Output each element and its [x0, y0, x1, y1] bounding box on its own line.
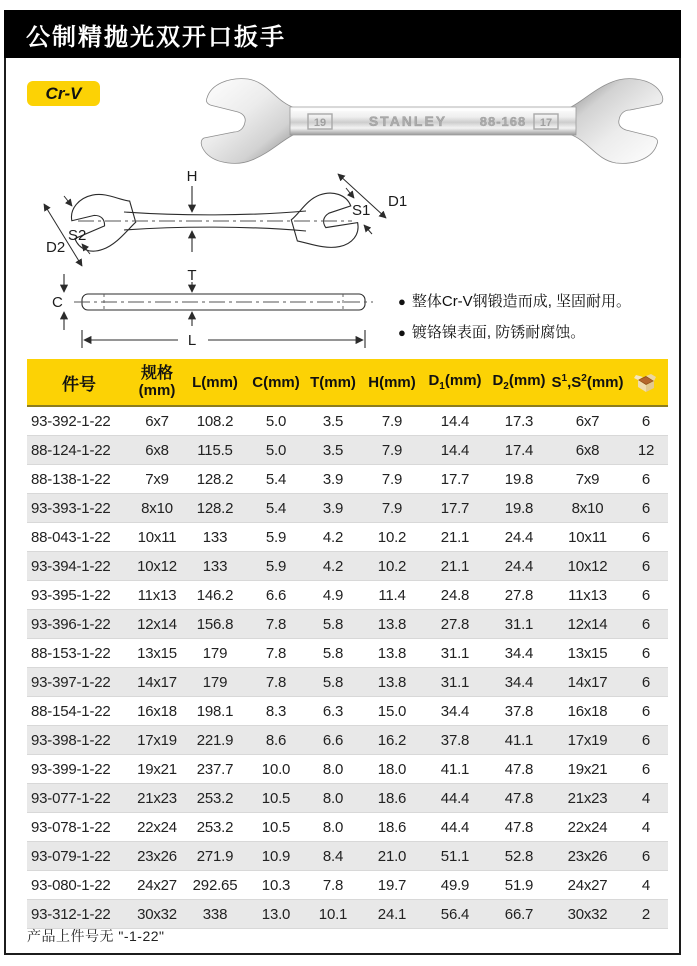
cell-qty: 6: [624, 726, 668, 755]
cell-d1: 44.4: [423, 813, 487, 842]
cell-l: 253.2: [183, 784, 247, 813]
cell-l: 292.65: [183, 871, 247, 900]
cell-t: 8.0: [305, 784, 361, 813]
crv-badge-label: Cr-V: [45, 83, 82, 103]
cell-s1s2: 19x21: [551, 755, 624, 784]
carton-icon: [633, 371, 659, 393]
table-row: [27, 726, 668, 755]
cell-d1: 37.8: [423, 726, 487, 755]
plan-shank: [124, 211, 306, 215]
cell-spec: 10x11: [131, 523, 183, 552]
cell-d1: 34.4: [423, 697, 487, 726]
cell-d2: 47.8: [487, 784, 551, 813]
header-c: C(mm): [247, 359, 305, 406]
cell-c: 7.8: [247, 668, 305, 697]
cell-l: 133: [183, 552, 247, 581]
cell-d2: 47.8: [487, 755, 551, 784]
cell-d1: 51.1: [423, 842, 487, 871]
crv-badge: [27, 81, 100, 106]
cell-h: 10.2: [361, 552, 423, 581]
feature-text: 镀铬镍表面, 防锈耐腐蚀。: [411, 324, 586, 341]
table-row: [27, 523, 668, 552]
cell-qty: 6: [624, 406, 668, 436]
cell-part-no: 93-395-1-22: [27, 581, 131, 610]
cell-h: 13.8: [361, 610, 423, 639]
model-marking: 88-168: [479, 114, 527, 129]
dim-label-t: T: [187, 267, 197, 284]
header-h: H(mm): [361, 359, 423, 406]
cell-h: 15.0: [361, 697, 423, 726]
cell-l: 179: [183, 668, 247, 697]
table-row: [27, 494, 668, 523]
cell-c: 6.6: [247, 581, 305, 610]
table-row: [27, 900, 668, 929]
cell-d2: 17.3: [487, 406, 551, 436]
cell-spec: 10x12: [131, 552, 183, 581]
cell-s1s2: 22x24: [551, 813, 624, 842]
cell-qty: 6: [624, 581, 668, 610]
cell-part-no: 88-138-1-22: [27, 465, 131, 494]
cell-c: 5.4: [247, 465, 305, 494]
dim-label-l: L: [187, 332, 197, 349]
size-marking-right: 17: [539, 117, 553, 129]
table-row: [27, 610, 668, 639]
header-qty: [624, 359, 668, 406]
cell-d1: 14.4: [423, 436, 487, 465]
header-s1s2: $S^1,S^2(mm)$: [551, 359, 624, 406]
cell-c: 5.0: [247, 406, 305, 436]
cell-qty: 6: [624, 494, 668, 523]
cell-d1: 17.7: [423, 465, 487, 494]
table-row: [27, 639, 668, 668]
dim-label-h: H: [186, 168, 198, 185]
cell-part-no: 93-077-1-22: [27, 784, 131, 813]
cell-h: 7.9: [361, 436, 423, 465]
cell-spec: 19x21: [131, 755, 183, 784]
cell-l: 128.2: [183, 465, 247, 494]
cell-h: 13.8: [361, 668, 423, 697]
cell-part-no: 93-398-1-22: [27, 726, 131, 755]
cell-d2: 19.8: [487, 494, 551, 523]
cell-part-no: 88-124-1-22: [27, 436, 131, 465]
cell-d2: 19.8: [487, 465, 551, 494]
cell-l: 221.9: [183, 726, 247, 755]
table-row: [27, 552, 668, 581]
cell-h: 19.7: [361, 871, 423, 900]
dim-label-d2: D2: [46, 239, 66, 256]
wrench-right-head: [569, 79, 663, 164]
bullet-icon: ●: [398, 325, 406, 340]
page-title-bar: [4, 10, 681, 58]
cell-spec: 6x8: [131, 436, 183, 465]
cell-part-no: 93-078-1-22: [27, 813, 131, 842]
cell-t: 8.0: [305, 813, 361, 842]
cell-spec: 23x26: [131, 842, 183, 871]
cell-c: 5.4: [247, 494, 305, 523]
cell-spec: 12x14: [131, 610, 183, 639]
cell-t: 6.6: [305, 726, 361, 755]
cell-l: 128.2: [183, 494, 247, 523]
cell-h: 11.4: [361, 581, 423, 610]
plan-left-head: [65, 186, 141, 256]
cell-d1: 24.8: [423, 581, 487, 610]
table-row: [27, 436, 668, 465]
cell-qty: 6: [624, 610, 668, 639]
header-l: L(mm): [183, 359, 247, 406]
cell-qty: 6: [624, 523, 668, 552]
cell-t: 5.8: [305, 610, 361, 639]
cell-s1s2: 12x14: [551, 610, 624, 639]
cell-l: 253.2: [183, 813, 247, 842]
cell-d1: 27.8: [423, 610, 487, 639]
cell-c: 7.8: [247, 639, 305, 668]
cell-part-no: 93-392-1-22: [27, 406, 131, 436]
cell-s1s2: 10x12: [551, 552, 624, 581]
cell-part-no: 93-399-1-22: [27, 755, 131, 784]
cell-part-no: 93-079-1-22: [27, 842, 131, 871]
dim-label-d1: D1: [388, 193, 408, 210]
header-t: T(mm): [305, 359, 361, 406]
cell-s1s2: 7x9: [551, 465, 624, 494]
cell-part-no: 88-043-1-22: [27, 523, 131, 552]
cell-l: 237.7: [183, 755, 247, 784]
cell-part-no: 93-396-1-22: [27, 610, 131, 639]
cell-s1s2: 17x19: [551, 726, 624, 755]
cell-s1s2: 6x7: [551, 406, 624, 436]
header-spec: 规格 (mm): [131, 359, 183, 406]
cell-h: 10.2: [361, 523, 423, 552]
cell-spec: 6x7: [131, 406, 183, 436]
plan-right-head: [287, 187, 363, 257]
cell-l: 146.2: [183, 581, 247, 610]
cell-d2: 24.4: [487, 523, 551, 552]
cell-c: 10.3: [247, 871, 305, 900]
cell-d1: 56.4: [423, 900, 487, 929]
cell-d2: 27.8: [487, 581, 551, 610]
cell-c: 7.8: [247, 610, 305, 639]
cell-part-no: 88-154-1-22: [27, 697, 131, 726]
cell-h: 18.6: [361, 784, 423, 813]
cell-c: 10.5: [247, 813, 305, 842]
table-row: [27, 813, 668, 842]
dimension-diagram: [20, 168, 412, 360]
cell-t: 8.0: [305, 755, 361, 784]
cell-d2: 37.8: [487, 697, 551, 726]
cell-qty: 6: [624, 465, 668, 494]
cell-qty: 6: [624, 552, 668, 581]
cell-l: 108.2: [183, 406, 247, 436]
cell-d1: 41.1: [423, 755, 487, 784]
cell-t: 4.9: [305, 581, 361, 610]
cell-h: 18.6: [361, 813, 423, 842]
dim-label-s1: S1: [352, 202, 371, 219]
cell-d2: 66.7: [487, 900, 551, 929]
cell-t: 10.1: [305, 900, 361, 929]
cell-c: 10.5: [247, 784, 305, 813]
cell-c: 8.3: [247, 697, 305, 726]
cell-d2: 34.4: [487, 639, 551, 668]
cell-d1: 44.4: [423, 784, 487, 813]
cell-s1s2: 14x17: [551, 668, 624, 697]
cell-h: 7.9: [361, 494, 423, 523]
cell-s1s2: 11x13: [551, 581, 624, 610]
table-row: [27, 697, 668, 726]
cell-qty: 4: [624, 813, 668, 842]
cell-d1: 21.1: [423, 552, 487, 581]
cell-qty: 6: [624, 668, 668, 697]
cell-spec: 17x19: [131, 726, 183, 755]
cell-spec: 22x24: [131, 813, 183, 842]
cell-part-no: 93-397-1-22: [27, 668, 131, 697]
table-row: [27, 668, 668, 697]
spec-table: [27, 359, 668, 929]
footer-note: 产品上件号无 "-1-22": [27, 928, 165, 944]
spec-table-header-row: [27, 359, 668, 406]
cell-part-no: 93-393-1-22: [27, 494, 131, 523]
cell-l: 198.1: [183, 697, 247, 726]
cell-spec: 21x23: [131, 784, 183, 813]
size-marking-left: 19: [313, 117, 327, 129]
cell-l: 156.8: [183, 610, 247, 639]
cell-h: 13.8: [361, 639, 423, 668]
cell-l: 115.5: [183, 436, 247, 465]
cell-h: 7.9: [361, 406, 423, 436]
cell-d2: 47.8: [487, 813, 551, 842]
table-row: [27, 465, 668, 494]
cell-h: 21.0: [361, 842, 423, 871]
cell-spec: 14x17: [131, 668, 183, 697]
cell-d1: 21.1: [423, 523, 487, 552]
cell-part-no: 88-153-1-22: [27, 639, 131, 668]
dim-label-s2: S2: [68, 227, 87, 244]
cell-part-no: 93-080-1-22: [27, 871, 131, 900]
cell-s1s2: 16x18: [551, 697, 624, 726]
feature-item: [398, 317, 690, 348]
cell-spec: 7x9: [131, 465, 183, 494]
cell-d1: 49.9: [423, 871, 487, 900]
cell-s1s2: 23x26: [551, 842, 624, 871]
cell-spec: 8x10: [131, 494, 183, 523]
page-title: 公制精抛光双开口扳手: [26, 23, 286, 51]
cell-t: 7.8: [305, 871, 361, 900]
header-part-no: 件号: [27, 359, 131, 406]
wrench-photo: [198, 74, 666, 170]
cell-d2: 17.4: [487, 436, 551, 465]
cell-l: 179: [183, 639, 247, 668]
cell-l: 338: [183, 900, 247, 929]
cell-t: 3.5: [305, 406, 361, 436]
cell-part-no: 93-312-1-22: [27, 900, 131, 929]
cell-c: 5.9: [247, 552, 305, 581]
table-row: [27, 842, 668, 871]
header-d2: $D_2(mm)$: [487, 359, 551, 406]
cell-spec: 13x15: [131, 639, 183, 668]
cell-d2: 52.8: [487, 842, 551, 871]
cell-t: 5.8: [305, 668, 361, 697]
cell-spec: 30x32: [131, 900, 183, 929]
table-row: [27, 581, 668, 610]
wrench-left-head: [201, 79, 295, 164]
cell-t: 8.4: [305, 842, 361, 871]
cell-qty: 4: [624, 871, 668, 900]
cell-l: 133: [183, 523, 247, 552]
cell-c: 5.9: [247, 523, 305, 552]
cell-h: 18.0: [361, 755, 423, 784]
cell-h: 24.1: [361, 900, 423, 929]
brand-marking: STANLEY: [368, 113, 448, 129]
header-d1: $D_1(mm)$: [423, 359, 487, 406]
cell-t: 6.3: [305, 697, 361, 726]
cell-c: 5.0: [247, 436, 305, 465]
cell-qty: 4: [624, 784, 668, 813]
cell-d2: 41.1: [487, 726, 551, 755]
cell-d1: 17.7: [423, 494, 487, 523]
cell-spec: 11x13: [131, 581, 183, 610]
cell-qty: 12: [624, 436, 668, 465]
table-row: [27, 871, 668, 900]
cell-qty: 6: [624, 842, 668, 871]
cell-c: 10.9: [247, 842, 305, 871]
cell-part-no: 93-394-1-22: [27, 552, 131, 581]
cell-h: 7.9: [361, 465, 423, 494]
cell-s1s2: 6x8: [551, 436, 624, 465]
feature-item: [398, 286, 690, 317]
cell-c: 13.0: [247, 900, 305, 929]
cell-t: 4.2: [305, 552, 361, 581]
dim-label-c: C: [52, 294, 63, 311]
table-row: [27, 406, 668, 436]
cell-s1s2: 24x27: [551, 871, 624, 900]
cell-qty: 6: [624, 755, 668, 784]
cell-spec: 24x27: [131, 871, 183, 900]
cell-d2: 51.9: [487, 871, 551, 900]
cell-t: 3.5: [305, 436, 361, 465]
cell-c: 8.6: [247, 726, 305, 755]
cell-qty: 6: [624, 697, 668, 726]
feature-text: 整体Cr-V钢锻造而成, 坚固耐用。: [411, 293, 632, 310]
cell-d1: 31.1: [423, 668, 487, 697]
cell-d2: 31.1: [487, 610, 551, 639]
cell-d1: 14.4: [423, 406, 487, 436]
cell-d1: 31.1: [423, 639, 487, 668]
bullet-icon: ●: [398, 294, 406, 309]
cell-d2: 34.4: [487, 668, 551, 697]
cell-qty: 6: [624, 639, 668, 668]
cell-s1s2: 13x15: [551, 639, 624, 668]
cell-t: 4.2: [305, 523, 361, 552]
table-row: [27, 784, 668, 813]
cell-t: 5.8: [305, 639, 361, 668]
spec-table-body: [27, 406, 668, 929]
cell-s1s2: 30x32: [551, 900, 624, 929]
table-row: [27, 755, 668, 784]
cell-s1s2: 8x10: [551, 494, 624, 523]
cell-t: 3.9: [305, 465, 361, 494]
cell-t: 3.9: [305, 494, 361, 523]
cell-qty: 2: [624, 900, 668, 929]
cell-d2: 24.4: [487, 552, 551, 581]
cell-c: 10.0: [247, 755, 305, 784]
cell-l: 271.9: [183, 842, 247, 871]
cell-spec: 16x18: [131, 697, 183, 726]
cell-s1s2: 10x11: [551, 523, 624, 552]
cell-s1s2: 21x23: [551, 784, 624, 813]
feature-list: [398, 286, 690, 348]
cell-h: 16.2: [361, 726, 423, 755]
